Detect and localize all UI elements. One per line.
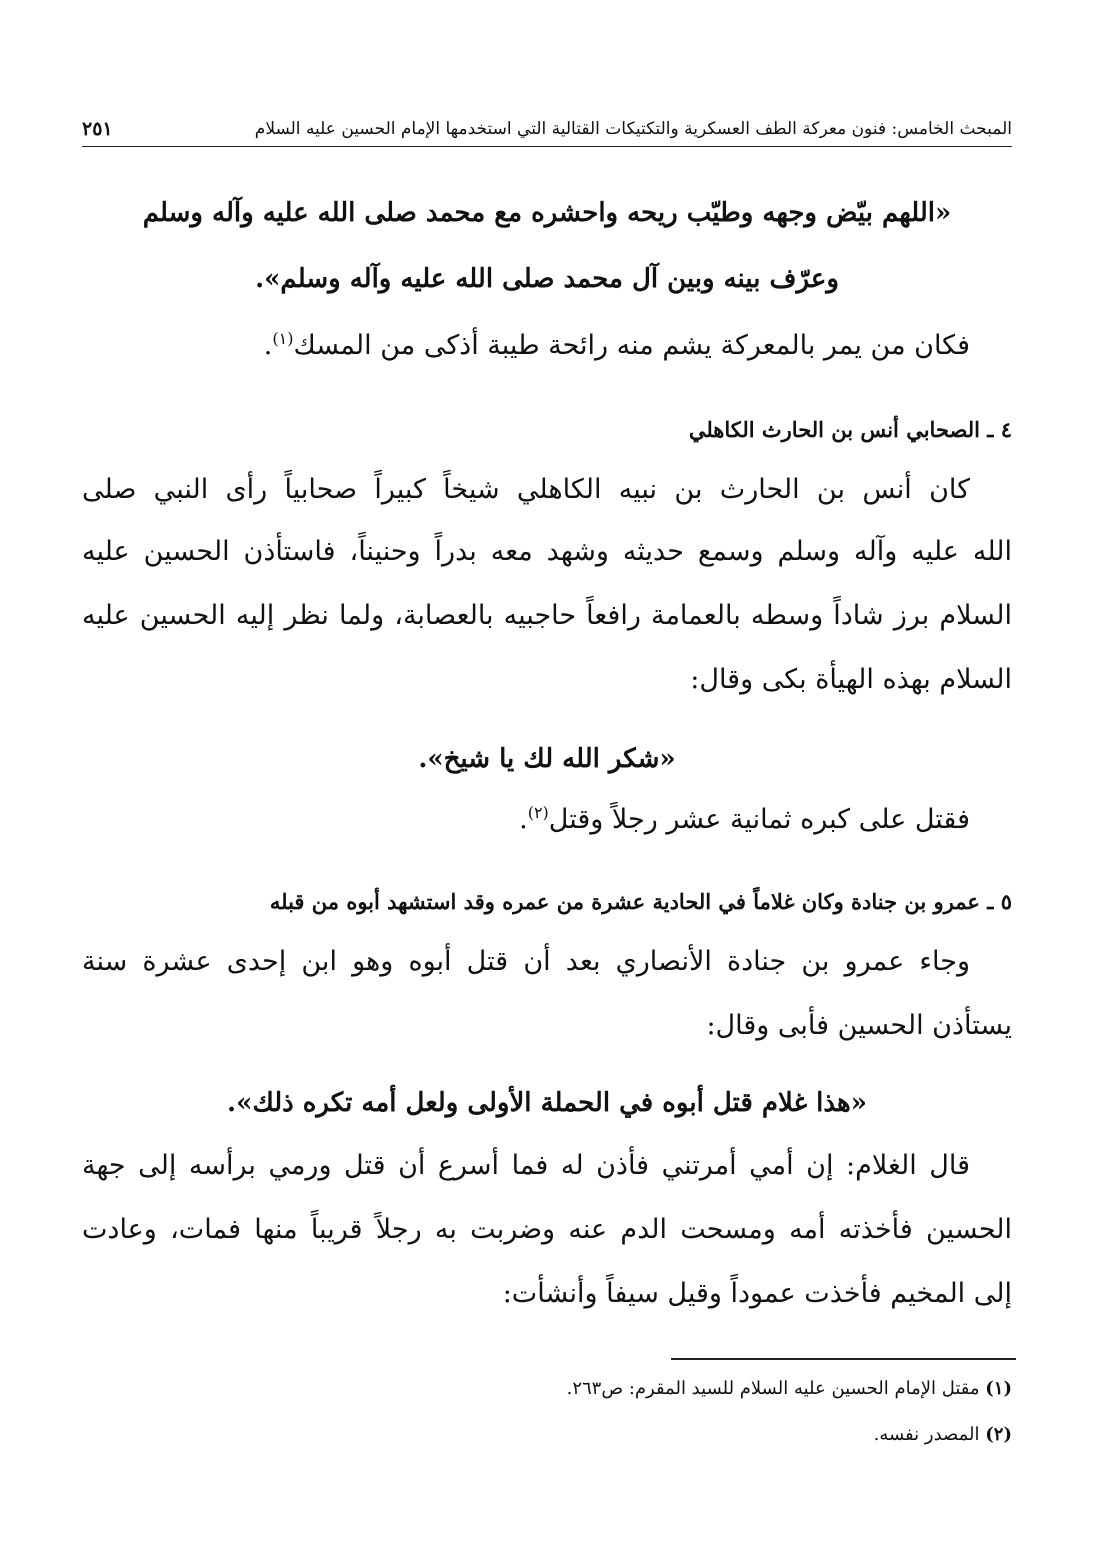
paragraph-2-line-3: السلام برز شاداً وسطه بالعمامة رافعاً حاجبيه بالعصابة، ولما نظر إليه الحسين عليه xyxy=(82,600,1012,631)
paragraph-2-line-2: الله عليه وآله وسلم وسمع حديثه وشهد معه بدراً وحنيناً، فاستأذن الحسين عليه xyxy=(82,536,1012,567)
footnote-1-number: (١) xyxy=(985,1378,1012,1399)
paragraph-5-line-2: الحسين فأخذته أمه ومسحت الدم عنه وضربت به رجلاً قريباً منها فمات، وعادت xyxy=(82,1214,1012,1245)
paragraph-4-line-2: يستأذن الحسين فأبى وقال: xyxy=(706,1010,1012,1041)
footnote-1 xyxy=(82,1372,1012,1406)
quote-3: «هذا غلام قتل أبوه في الحملة الأولى ولعل أمه تكره ذلك». xyxy=(227,1088,867,1118)
section-heading-4: ٤ ـ الصحابي أنس بن الحارث الكاهلي xyxy=(688,417,1012,442)
paragraph-5-line-1: قال الغلام: إن أمي أمرتني فأذن له فما أسرع أن قتل ورمي برأسه إلى جهة xyxy=(82,1150,970,1181)
paragraph-5-line-3: إلى المخيم فأخذت عموداً وقيل سيفاً وأنشأت: xyxy=(502,1278,1012,1309)
footnote-2 xyxy=(82,1418,1012,1452)
paragraph-2-line-1: كان أنس بن الحارث بن نبيه الكاهلي شيخاً كبيراً صحابياً رأى النبي صلى xyxy=(82,474,970,505)
quote-1-line-2: وعرّف بينه وبين آل محمد صلى الله عليه وآله وسلم». xyxy=(255,264,839,294)
paragraph-1-text: فكان من يمر بالمعركة يشم منه رائحة طيبة أذكى من المسك xyxy=(293,330,970,361)
paragraph-2-line-4: السلام بهذه الهيأة بكى وقال: xyxy=(690,664,1012,695)
footnote-2-number: (٢) xyxy=(985,1424,1012,1445)
quote-1-line-1: «اللهم بيّض وجهه وطيّب ريحه واحشره مع محمد صلى الله عليه وآله وسلم xyxy=(142,198,952,228)
footnote-1-text: مقتل الإمام الحسين عليه السلام للسيد المقرم: ص٢٦٣. xyxy=(566,1378,980,1399)
paragraph-3-text: فقتل على كبره ثمانية عشر رجلاً وقتل xyxy=(548,804,970,835)
footnote-2-text: المصدر نفسه. xyxy=(873,1424,980,1445)
paragraph-4-line-1: وجاء عمرو بن جنادة الأنصاري بعد أن قتل أبوه وهو ابن إحدى عشرة سنة xyxy=(82,946,970,977)
running-title: المبحث الخامس: فنون معركة الطف العسكرية والتكتيكات القتالية التي استخدمها الإمام الحسين عليه السلام xyxy=(254,119,1012,139)
running-header xyxy=(82,112,1012,147)
section-heading-5: ٥ ـ عمرو بن جنادة وكان غلاماً في الحادية عشرة من عمره وقد استشهد أبوه من قبله xyxy=(269,889,1012,914)
paragraph-1-end: . xyxy=(263,330,273,361)
footnote-ref-1: (١) xyxy=(272,329,294,348)
paragraph-3-end: . xyxy=(519,804,528,835)
page-number: ٢٥١ xyxy=(82,118,113,140)
paragraph-1 xyxy=(82,320,1012,372)
paragraph-3 xyxy=(82,794,1012,846)
footnote-ref-2: (٢) xyxy=(527,803,549,822)
footnote-divider xyxy=(671,1358,1016,1360)
quote-2: «شكر الله لك يا شيخ». xyxy=(418,744,676,774)
